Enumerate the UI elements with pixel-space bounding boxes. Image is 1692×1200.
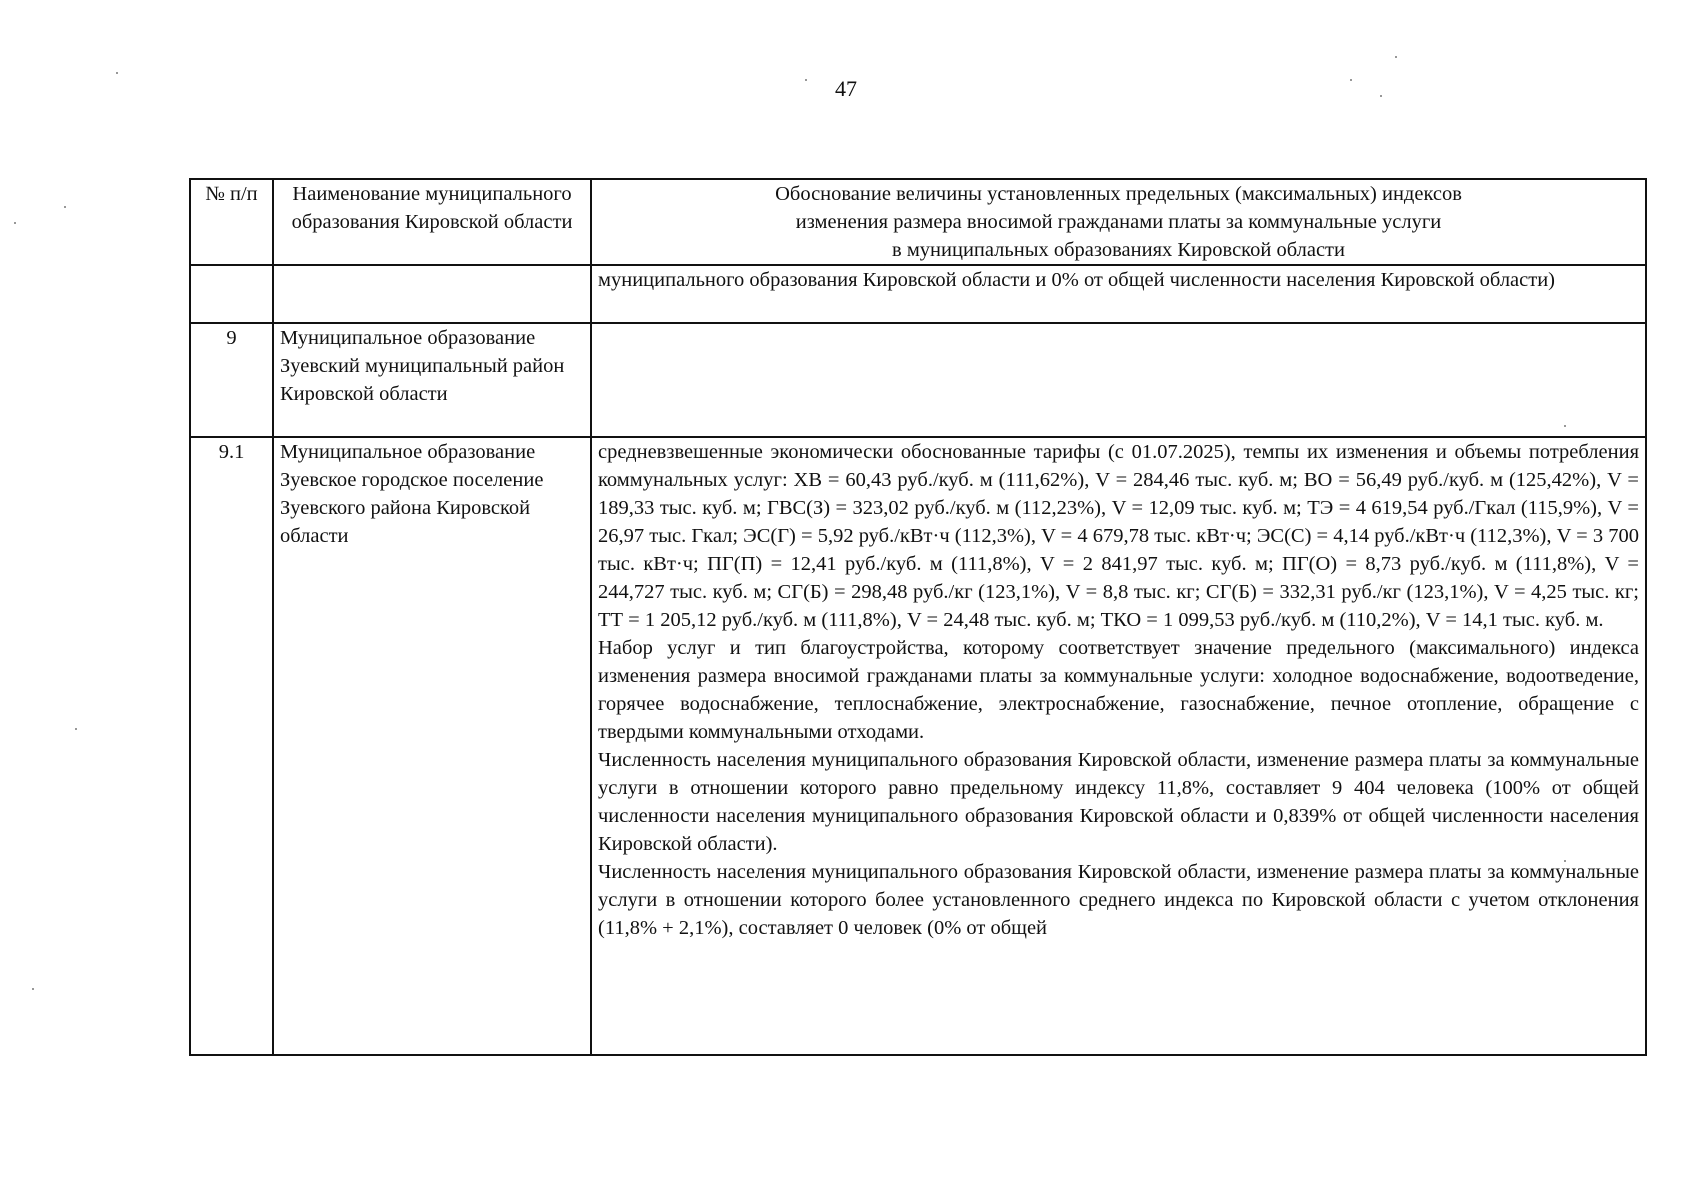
header-justification-line: изменения размера вносимой гражданами платы за коммунальные услуги: [795, 211, 1442, 233]
table-row-continuation: [190, 265, 1646, 323]
scan-speck: [75, 728, 77, 730]
scan-speck: [32, 988, 34, 990]
cell-number: [190, 265, 273, 323]
cell-justification: [591, 265, 1646, 323]
header-justification-line: Обоснование величины установленных предельных (максимальных) индексов: [775, 183, 1462, 205]
table-header-row: [190, 179, 1646, 265]
scan-speck: [14, 222, 16, 224]
page-number: 47: [835, 76, 857, 101]
cell-number: 9: [190, 323, 273, 437]
cell-name: Муниципальное образование Зуевский муниципальный район Кировской области: [273, 323, 591, 437]
table-row: [190, 323, 1646, 437]
justification-table: [189, 178, 1647, 1056]
cell-name: Муниципальное образование Зуевское городское поселение Зуевского района Кировской области: [273, 437, 591, 1055]
cell-justification: [591, 323, 1646, 437]
scan-speck: [1350, 79, 1352, 81]
scan-speck: [64, 206, 66, 208]
continuation-text: муниципального образования Кировской области и 0% от общей численности населения Кировской области): [598, 269, 1556, 291]
cell-number: 9.1: [190, 437, 273, 1055]
population-paragraph: Численность населения муниципального образования Кировской области, изменение размера платы за коммунальные услуги в отношении которого равно предельному индексу 11,8%, составляет 9 404 человека (100% от общей численности населения муниципального образования Кировской области и 0,839% от общей численности населения Кировской области).: [598, 749, 1639, 855]
header-municipality-name: Наименование муниципального образования Кировской области: [273, 179, 591, 265]
scan-speck: [805, 79, 807, 81]
justification-text-block: [598, 438, 1639, 1054]
header-number: № п/п: [190, 179, 273, 265]
header-justification-line: в муниципальных образованиях Кировской области: [892, 239, 1345, 261]
scan-speck: [116, 72, 118, 74]
header-justification: [591, 179, 1646, 265]
cell-justification: [591, 437, 1646, 1055]
tariffs-paragraph: средневзвешенные экономически обоснованные тарифы (с 01.07.2025), темпы их изменения и объемы потребления коммунальных услуг: ХВ = 60,43 руб./куб. м (111,62%), V = 284,46 тыс. куб. м; ВО = 56,49 руб./куб. м (125,42%), V = 189,33 тыс. куб. м; ГВС(З) = 323,02 руб./куб. м (112,23%), V = 12,09 тыс. куб. м; ТЭ = 4 619,54 руб./Гкал (115,9%), V = 26,97 тыс. Гкал; ЭС(Г) = 5,92 руб./кВт·ч (112,3%), V = 4 679,78 тыс. кВт·ч; ЭС(С) = 4,14 руб./кВт·ч (112,3%), V = 3 700 тыс. кВт·ч; ПГ(П) = 12,41 руб./куб. м (111,8%), V = 2 841,97 тыс. куб. м; ПГ(О) = 8,73 руб./куб. м (111,8%), V = 244,727 тыс. куб. м; СГ(Б) = 298,48 руб./кг (123,1%), V = 8,8 тыс. кг; СГ(Б) = 332,31 руб./кг (123,1%), V = 4,25 тыс. кг; ТТ = 1 205,12 руб./куб. м (111,8%), V = 24,48 тыс. куб. м; ТКО = 1 099,53 руб./куб. м (110,2%), V = 14,1 тыс. куб. м.: [598, 441, 1639, 631]
table-row: [190, 437, 1646, 1055]
scan-speck: [1380, 95, 1382, 97]
population-deviation-paragraph: Численность населения муниципального образования Кировской области, изменение размера платы за коммунальные услуги в отношении которого более установленного среднего индекса по Кировской области с учетом отклонения (11,8% + 2,1%), составляет 0 человек (0% от общей: [598, 861, 1639, 939]
scan-speck: [1395, 56, 1397, 58]
cell-name: [273, 265, 591, 323]
services-paragraph: Набор услуг и тип благоустройства, которому соответствует значение предельного (максимального) индекса изменения размера вносимой гражданами платы за коммунальные услуги: холодное водоснабжение, водоотведение, горячее водоснабжение, теплоснабжение, электроснабжение, газоснабжение, печное отопление, обращение с твердыми коммунальными отходами.: [598, 637, 1639, 743]
